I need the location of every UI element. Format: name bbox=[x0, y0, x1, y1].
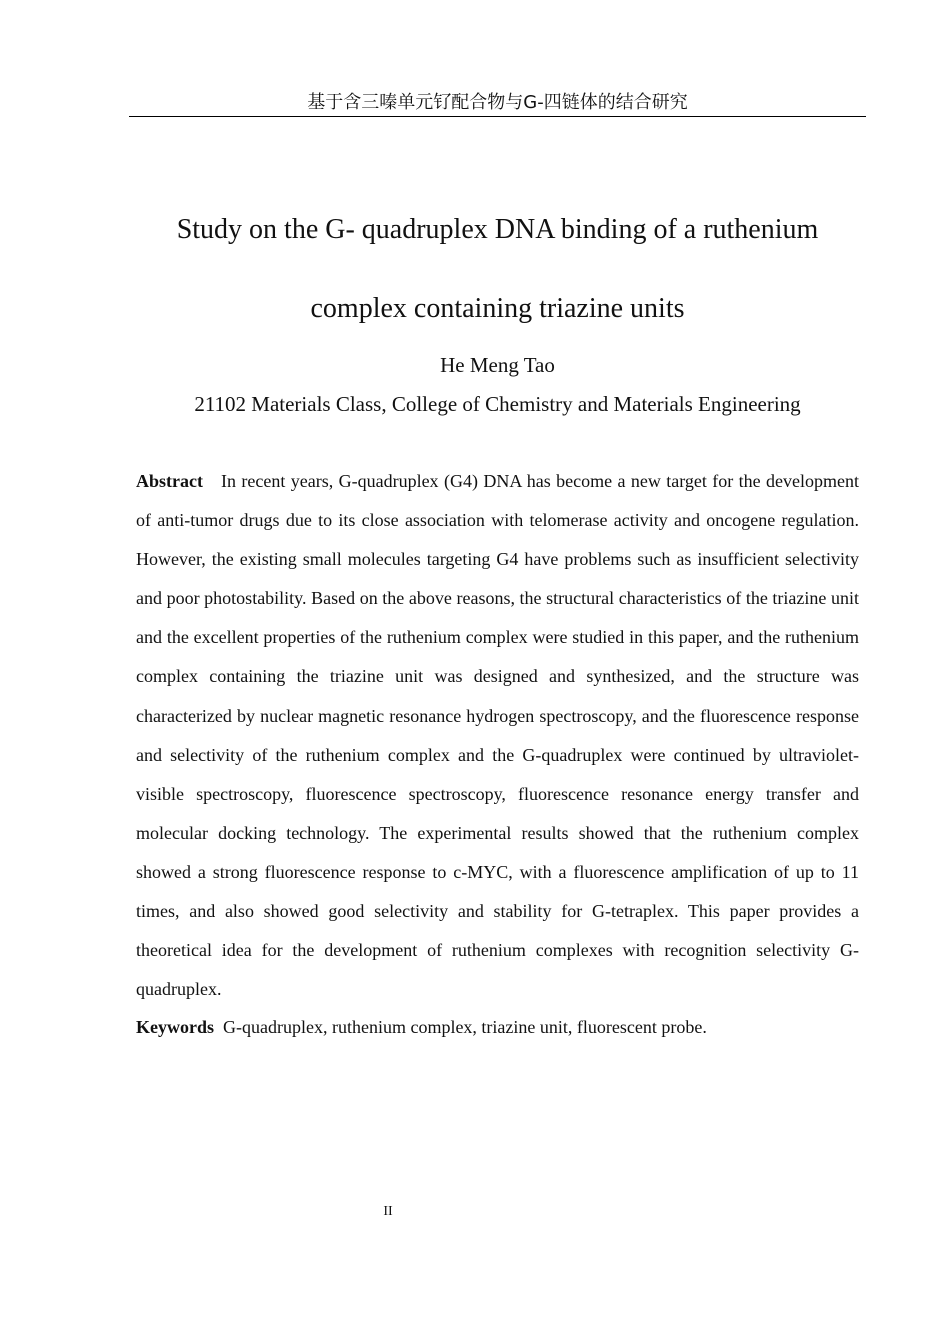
keywords-text: G-quadruplex, ruthenium complex, triazine unit, fluorescent probe. bbox=[223, 1017, 707, 1037]
page-number: II bbox=[383, 1204, 393, 1219]
author-name: He Meng Tao bbox=[440, 353, 555, 377]
abstract-paragraph bbox=[136, 462, 859, 1009]
keywords-paragraph bbox=[136, 1013, 859, 1041]
abstract-text: In recent years, G-quadruplex (G4) DNA has become a new target for the development of anti-tumor drugs due to its close association with telomerase activity and oncogene regulation. However, the existing small molecules targeting G4 have problems such as insufficient selectivity and poor photostability. Based on the above reasons, the structural characteristics of the triazine unit and the excellent properties of the ruthenium complex were studied in this paper, and the ruthenium complex containing the triazine unit was designed and synthesized, and the structure was characterized by nuclear magnetic resonance hydrogen spectroscopy, and the fluorescence response and selectivity of the ruthenium complex and the G-quadruplex were continued by ultraviolet-visible spectroscopy, fluorescence spectroscopy, fluorescence resonance energy transfer and molecular docking technology. The experimental results showed that the ruthenium complex showed a strong fluorescence response to c-MYC, with a fluorescence amplification of up to 11 times, and also showed good selectivity and stability for G-tetraplex. This paper provides a theoretical idea for the development of ruthenium complexes with recognition selectivity G-quadruplex. bbox=[136, 471, 859, 1000]
author-affiliation: 21102 Materials Class, College of Chemistry and Materials Engineering bbox=[194, 392, 801, 416]
running-header: 基于含三嗪单元钌配合物与G-四链体的结合研究 bbox=[307, 92, 688, 113]
paper-title-line-2: complex containing triazine units bbox=[310, 293, 685, 324]
abstract-label: Abstract bbox=[136, 471, 203, 491]
header-rule bbox=[129, 116, 866, 117]
paper-title-line-1: Study on the G- quadruplex DNA binding of a ruthenium bbox=[176, 214, 819, 245]
keywords-label: Keywords bbox=[136, 1017, 214, 1037]
